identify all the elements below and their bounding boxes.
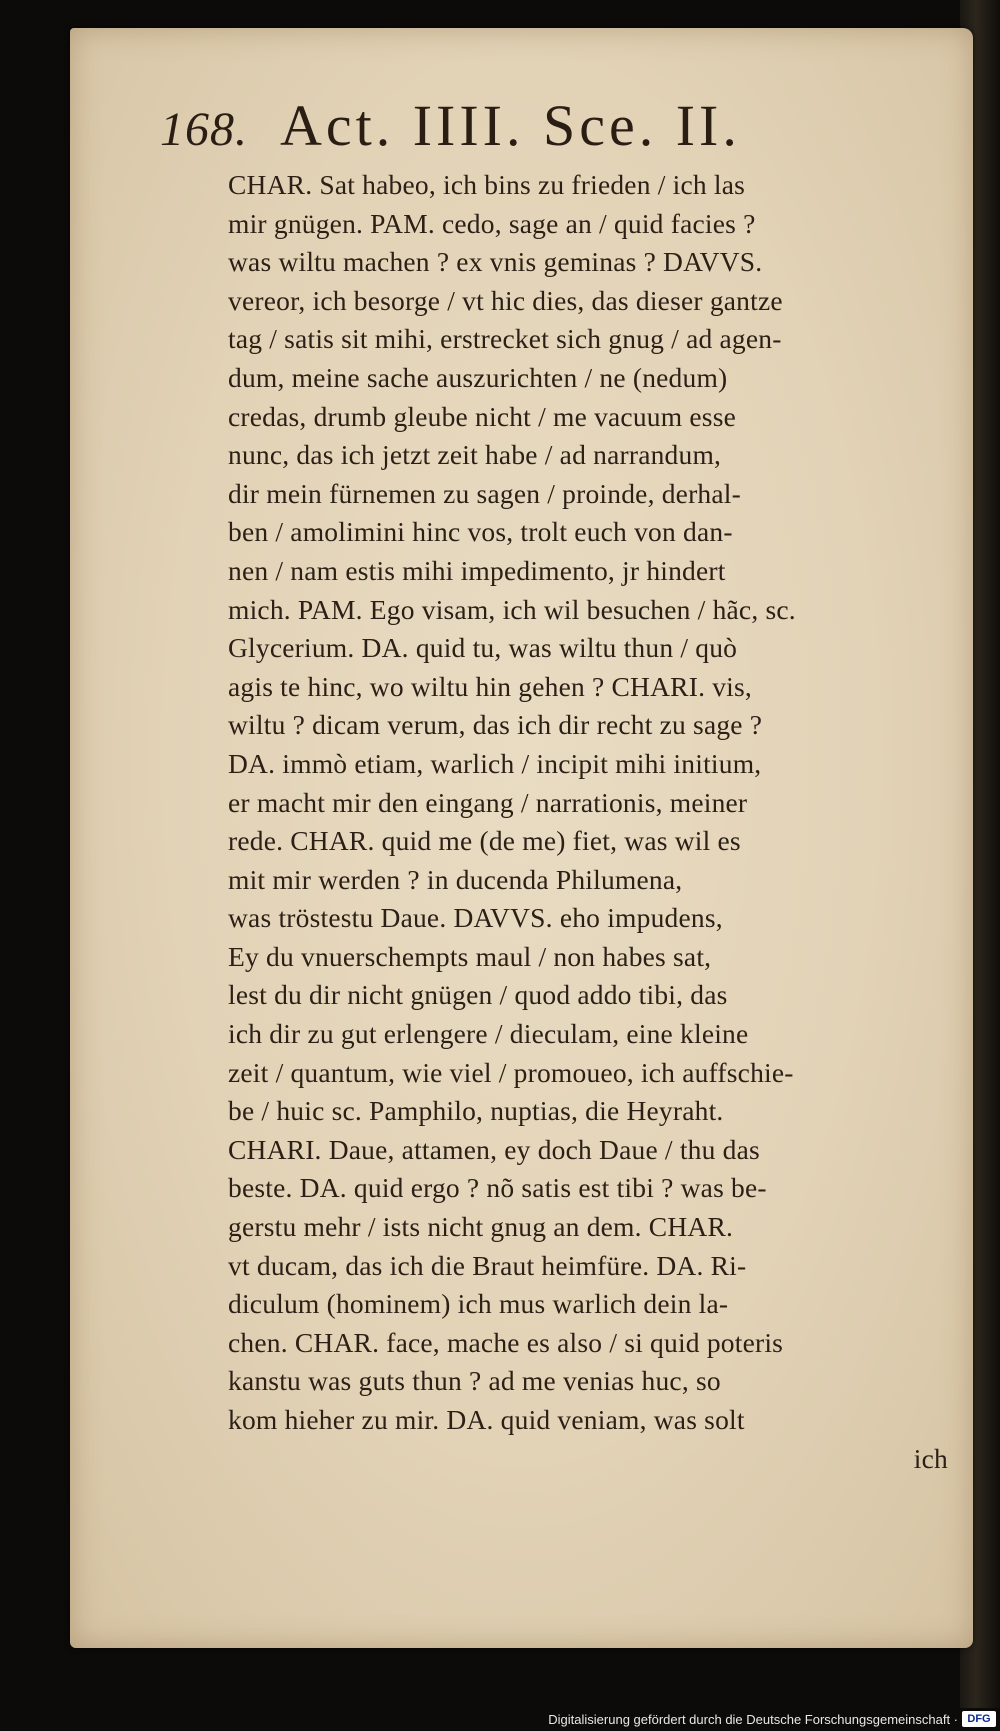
funding-credit: Digitalisierung gefördert durch die Deutsche Forschungsgemeinschaft ·: [548, 1712, 958, 1727]
text-line: be / huic sc. Pamphilo, nuptias, die Heyraht.: [228, 1095, 724, 1127]
text-line: beste. DA. quid ergo ? nõ satis est tibi ? was be-: [228, 1172, 767, 1204]
text-line: rede. CHAR. quid me (de me) fiet, was wil es: [228, 825, 741, 857]
text-line: zeit / quantum, wie viel / promoueo, ich auffschie-: [228, 1056, 794, 1088]
text-line: diculum (hominem) ich mus warlich dein la-: [228, 1288, 729, 1320]
text-line: dum, meine sache auszurichten / ne (nedum): [228, 361, 728, 393]
text-line: kanstu was guts thun ? ad me venias huc, so: [228, 1365, 721, 1397]
text-line: CHARI. Daue, attamen, ey doch Daue / thu das: [228, 1133, 760, 1165]
text-line: gerstu mehr / ists nicht gnug an dem. CHAR.: [228, 1211, 734, 1243]
page-header: [160, 92, 920, 162]
footer-bar: [0, 1708, 1000, 1731]
text-line: Ey du vnuerschempts maul / non habes sat,: [228, 940, 712, 972]
text-line: agis te hinc, wo wiltu hin gehen ? CHARI. vis,: [228, 670, 752, 702]
body-text: [228, 166, 958, 1478]
text-line: ben / amolimini hinc vos, trolt euch von dan-: [228, 516, 733, 548]
text-line: Glycerium. DA. quid tu, was wiltu thun / quò: [228, 632, 738, 664]
text-line: tag / satis sit mihi, erstrecket sich gnug / ad agen-: [228, 323, 782, 355]
text-line: CHAR. Sat habeo, ich bins zu frieden / ich las: [228, 169, 746, 200]
running-head: Act. IIII. Sce. II.: [280, 93, 741, 158]
page-number: 168.: [160, 103, 248, 156]
dfg-logo: DFG: [962, 1711, 996, 1727]
text-line: wiltu ? dicam verum, das ich dir recht zu sage ?: [228, 709, 763, 741]
text-line: was wiltu machen ? ex vnis geminas ? DAVVS.: [228, 246, 763, 278]
text-line: mich. PAM. Ego visam, ich wil besuchen / hãc, sc.: [228, 593, 796, 625]
text-line: mit mir werden ? in ducenda Philumena,: [228, 863, 683, 895]
text-line: was tröstestu Daue. DAVVS. eho impudens,: [228, 902, 723, 934]
text-line: mir gnügen. PAM. cedo, sage an / quid facies ?: [228, 207, 756, 239]
text-line: kom hieher zu mir. DA. quid veniam, was solt: [228, 1404, 745, 1435]
text-line: nen / nam estis mihi impedimento, jr hindert: [228, 554, 726, 586]
text-line: er macht mir den eingang / narrationis, meiner: [228, 786, 748, 818]
text-line: ich dir zu gut erlengere / dieculam, eine kleine: [228, 1018, 749, 1050]
text-line: nunc, das ich jetzt zeit habe / ad narrandum,: [228, 439, 722, 471]
text-line: credas, drumb gleube nicht / me vacuum esse: [228, 400, 737, 432]
text-line: vt ducam, das ich die Braut heimfüre. DA. Ri-: [228, 1249, 747, 1281]
text-line: lest du dir nicht gnügen / quod addo tibi, das: [228, 979, 728, 1011]
text-line: vereor, ich besorge / vt hic dies, das dieser gantze: [228, 284, 783, 316]
text-line: chen. CHAR. face, mache es also / si quid poteris: [228, 1326, 784, 1358]
text-line: ich: [913, 1442, 948, 1474]
text-line: dir mein fürnemen zu sagen / proinde, derhal-: [228, 477, 741, 509]
text-line: DA. immò etiam, warlich / incipit mihi initium,: [228, 747, 762, 779]
